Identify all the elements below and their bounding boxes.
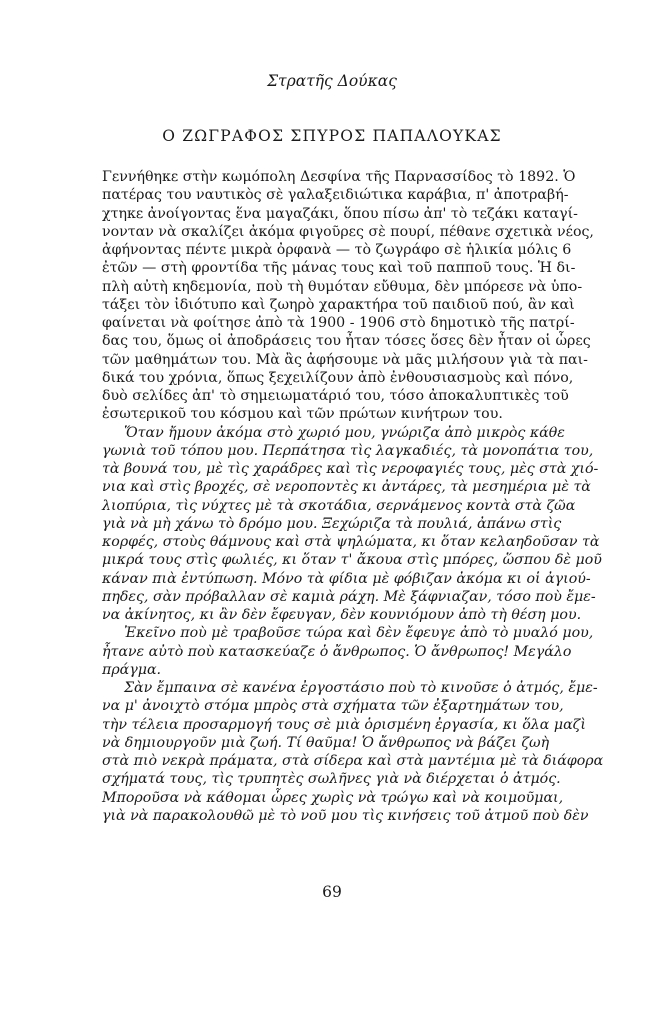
text-line: στὰ πιὸ νεκρὰ πράματα, στὰ σίδερα καὶ στὰ μαντέμια μὲ τὰ διάφορα (102, 753, 604, 769)
text-line: κορφές, στοὺς θάμνους καὶ στὰ ψηλώματα, κι ὅταν κελαηδοῦσαν τὰ (102, 534, 600, 550)
text-line: να ἀκίνητος, κι ἂν δὲν ἔφευγαν, δὲν κουνιόμουν ἀπὸ τὴ θέση μου. (102, 607, 582, 623)
text-line: νια καὶ στὶς βροχές, σὲ νεροποντὲς κι ἀντάρες, τὰ μεσημέρια μὲ τὰ (102, 479, 591, 496)
text-line: μικρά τους στὶς φωλιές, κι ὅταν τ' ἄκουα στὶς μπόρες, ὥσπου δὲ μοῦ (102, 552, 602, 569)
text-line: φαίνεται νὰ φοίτησε ἀπὸ τὰ 1900 - 1906 στὸ δημοτικὸ τῆς πατρί- (102, 315, 575, 331)
article-title: Ο ΖΩΓΡΑΦΟΣ ΣΠΥΡΟΣ ΠΑΠΑΛΟΥΚΑΣ (162, 127, 502, 145)
text-line: Ὅταν ἤμουν ἀκόμα στὸ χωριό μου, γνώριζα ἀπὸ μικρὸς κάθε (124, 424, 565, 441)
body-text (102, 168, 604, 825)
text-line: Σὰν ἔμπαινα σὲ κανένα ἐργοστάσιο ποὺ τὸ κινοῦσε ὁ ἀτμός, ἔμε- (124, 680, 598, 696)
text-line: λιοπύρια, τὶς νύχτες μὲ τὰ σκοτάδια, σερνάμενος κοντὰ στὰ ζῶα (102, 497, 576, 514)
author-name: Στρατῆς Δούκας (267, 72, 397, 90)
text-line: ἦτανε αὐτὸ ποὺ κατασκεύαζε ὁ ἄνθρωπος. Ὁ ἄνθρωπος! Μεγάλο (102, 643, 572, 660)
text-line: πατέρας του ναυτικὸς σὲ γαλαξειδιώτικα καράβια, π' ἀποτραβή- (102, 187, 569, 204)
text-line: τὴν τέλεια προσαρμογή τους σὲ μιὰ ὁρισμένη ἐργασία, κι ὅλα μαζὶ (102, 716, 586, 733)
text-line: σχήματά τους, τὶς τρυπητὲς σωλῆνες γιὰ νὰ διέρχεται ὁ ἀτμός. (102, 771, 561, 788)
text-line: δυὸ σελίδες ἀπ' τὸ σημειωματάριό του, τόσο ἀποκαλυπτικὲς τοῦ (102, 388, 569, 404)
text-line: ἀφήνοντας πέντε μικρὰ ὀρφανὰ — τὸ ζωγράφο σὲ ἡλικία μόλις 6 (102, 242, 572, 258)
page-number: 69 (322, 883, 342, 901)
text-line: πράγμα. (102, 661, 162, 678)
text-line: Ἐκεῖνο ποὺ μὲ τραβοῦσε τώρα καὶ δὲν ἔφευγε ἀπὸ τὸ μυαλό μου, (124, 625, 594, 642)
text-line: κάναν πιὰ ἐντύπωση. Μόνο τὰ φίδια μὲ φόβιζαν ἀκόμα κι οἱ ἀγιού- (102, 570, 591, 587)
text-line: τάξει τὸν ἰδιότυπο καὶ ζωηρὸ χαρακτήρα τοῦ παιδιοῦ πού, ἂν καὶ (102, 296, 575, 313)
text-line: πλὴ αὐτὴ κηδεμονία, ποὺ τὴ θυμόταν εὔθυμα, δὲν μπόρεσε νὰ ὑπο- (102, 278, 583, 295)
text-line: γιὰ νὰ παρακολουθῶ μὲ τὸ νοῦ μου τὶς κινήσεις τοῦ ἀτμοῦ ποὺ δὲν (102, 807, 589, 824)
text-line: ἐτῶν — στὴ φροντίδα τῆς μάνας τους καὶ τοῦ παπποῦ τους. Ἡ δι- (102, 260, 576, 277)
text-line: τῶν μαθημάτων του. Μὰ ἂς ἀφήσουμε νὰ μᾶς μιλήσουν γιὰ τὰ παι- (102, 351, 588, 368)
text-line: δικά του χρόνια, ὅπως ξεχειλίζουν ἀπὸ ἐνθουσιασμοὺς καὶ πόνο, (102, 369, 574, 386)
text-line: χτηκε ἀνοίγοντας ἕνα μαγαζάκι, ὅπου πίσω ἀπ' τὸ τεζάκι καταγί- (102, 205, 578, 222)
text-line: τὰ βουνά του, μὲ τὶς χαράδρες καὶ τὶς νεροφαγιές τους, μὲς στὰ χιό- (102, 461, 599, 477)
text-line: Μποροῦσα νὰ κάθομαι ὧρες χωρὶς νὰ τρώγω καὶ νὰ κοιμοῦμαι, (102, 789, 564, 806)
text-line: γωνιὰ τοῦ τόπου μου. Περπάτησα τὶς λαγκαδιές, τὰ μονοπάτια του, (102, 442, 594, 459)
text-line: πηδες, σὰν πρόβαλλαν σὲ καμιὰ ράχη. Μὲ ξάφνιαζαν, τόσο ποὺ ἔμε- (102, 588, 596, 605)
text-line: Γεννήθηκε στὴν κωμόπολη Δεσφίνα τῆς Παρνασσίδος τὸ 1892. Ὁ (102, 169, 576, 185)
text-line: νὰ δημιουργοῦν μιὰ ζωή. Τί θαῦμα! Ὁ ἄνθρωπος νὰ βάζει ζωὴ (102, 734, 550, 751)
text-line: δας του, ὅμως οἱ ἀποδράσεις του ἦταν τόσες ὅσες δὲν ἦταν οἱ ὧρες (102, 333, 591, 350)
text-line: γιὰ νὰ μὴ χάνω τὸ δρόμο μου. Ξεχώριζα τὰ πουλιά, ἀπάνω στὶς (102, 515, 562, 532)
text-line: να μ' ἀνοιχτὸ στόμα μπρὸς στὰ σχήματα τῶν ἐξαρτημάτων του, (102, 698, 564, 715)
text-line: ἐσωτερικοῦ του κόσμου καὶ τῶν πρώτων κινήτρων του. (102, 406, 503, 423)
text-line: νονταν νὰ σκαλίζει ἀκόμα φιγοῦρες σὲ πουρί, πέθανε σχετικὰ νέος, (102, 223, 594, 240)
